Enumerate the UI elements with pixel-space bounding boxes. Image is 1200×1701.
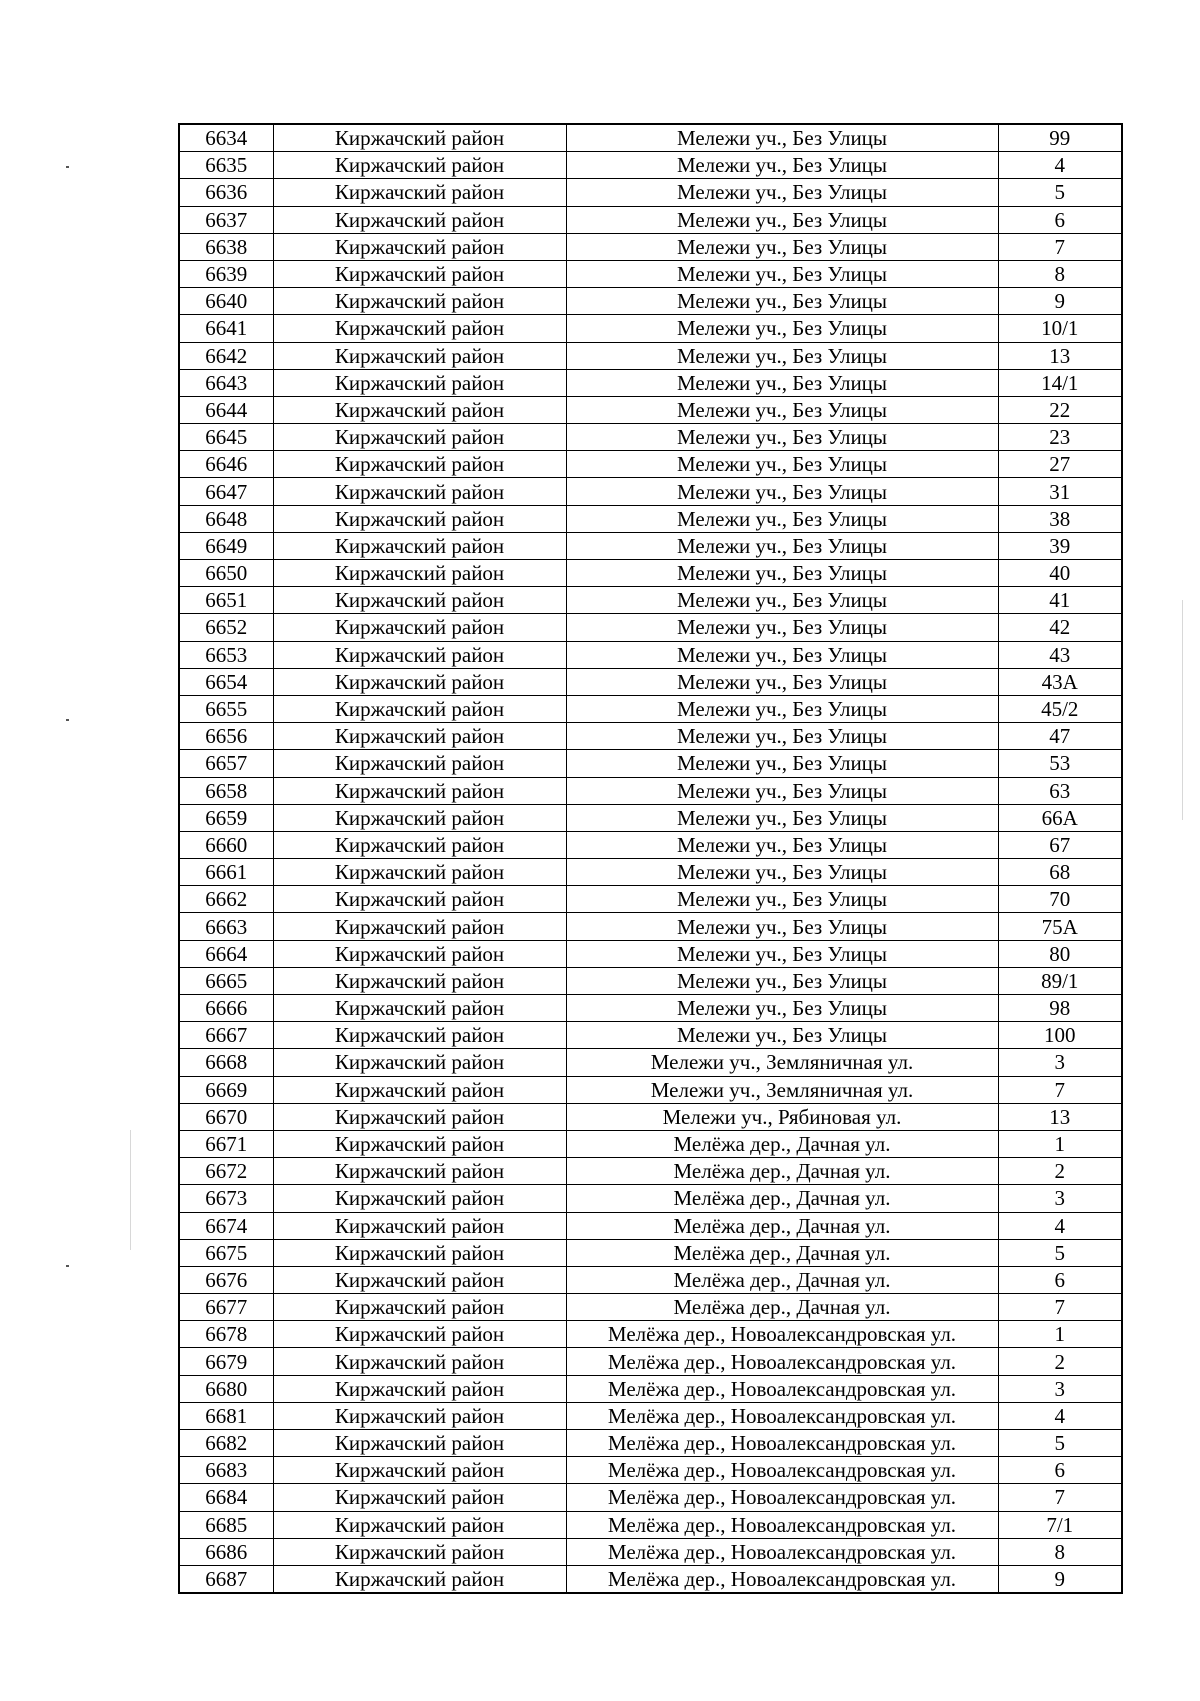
house-number-cell: 6 [998, 206, 1122, 233]
address-cell: Мележи уч., Без Улицы [566, 967, 998, 994]
row-number-cell: 6643 [179, 369, 273, 396]
house-number-cell: 7 [998, 1294, 1122, 1321]
house-number-cell: 6 [998, 1266, 1122, 1293]
house-number-cell: 13 [998, 1103, 1122, 1130]
table-row [179, 1430, 1122, 1457]
table-row [179, 668, 1122, 695]
table-row [179, 124, 1122, 152]
address-cell: Мележи уч., Без Улицы [566, 505, 998, 532]
district-cell: Киржачский район [273, 1565, 566, 1593]
district-cell: Киржачский район [273, 206, 566, 233]
row-number-cell: 6644 [179, 396, 273, 423]
row-number-cell: 6656 [179, 723, 273, 750]
house-number-cell: 99 [998, 124, 1122, 152]
table-row [179, 1375, 1122, 1402]
house-number-cell: 9 [998, 288, 1122, 315]
table-row [179, 206, 1122, 233]
district-cell: Киржачский район [273, 804, 566, 831]
address-cell: Мелёжа дер., Дачная ул. [566, 1158, 998, 1185]
address-cell: Мелёжа дер., Дачная ул. [566, 1185, 998, 1212]
address-cell: Мележи уч., Без Улицы [566, 641, 998, 668]
house-number-cell: 27 [998, 451, 1122, 478]
district-cell: Киржачский район [273, 831, 566, 858]
table-row [179, 1049, 1122, 1076]
row-number-cell: 6653 [179, 641, 273, 668]
house-number-cell: 80 [998, 940, 1122, 967]
table-row [179, 995, 1122, 1022]
address-cell: Мелёжа дер., Новоалександровская ул. [566, 1348, 998, 1375]
row-number-cell: 6674 [179, 1212, 273, 1239]
district-cell: Киржачский район [273, 1022, 566, 1049]
district-cell: Киржачский район [273, 260, 566, 287]
house-number-cell: 67 [998, 831, 1122, 858]
table-row [179, 1511, 1122, 1538]
house-number-cell: 9 [998, 1565, 1122, 1593]
row-number-cell: 6650 [179, 560, 273, 587]
district-cell: Киржачский район [273, 1239, 566, 1266]
row-number-cell: 6686 [179, 1538, 273, 1565]
district-cell: Киржачский район [273, 1294, 566, 1321]
table-row [179, 804, 1122, 831]
district-cell: Киржачский район [273, 396, 566, 423]
district-cell: Киржачский район [273, 369, 566, 396]
table-row [179, 478, 1122, 505]
address-cell: Мележи уч., Без Улицы [566, 940, 998, 967]
address-cell: Мелёжа дер., Дачная ул. [566, 1239, 998, 1266]
house-number-cell: 45/2 [998, 695, 1122, 722]
scan-speck [66, 1265, 69, 1267]
row-number-cell: 6678 [179, 1321, 273, 1348]
address-cell: Мележи уч., Без Улицы [566, 206, 998, 233]
district-cell: Киржачский район [273, 913, 566, 940]
row-number-cell: 6683 [179, 1457, 273, 1484]
address-cell: Мележи уч., Без Улицы [566, 995, 998, 1022]
row-number-cell: 6679 [179, 1348, 273, 1375]
table-row [179, 152, 1122, 179]
house-number-cell: 22 [998, 396, 1122, 423]
district-cell: Киржачский район [273, 152, 566, 179]
row-number-cell: 6649 [179, 532, 273, 559]
table-row [179, 1538, 1122, 1565]
row-number-cell: 6634 [179, 124, 273, 152]
house-number-cell: 5 [998, 179, 1122, 206]
address-cell: Мележи уч., Без Улицы [566, 478, 998, 505]
table-row [179, 560, 1122, 587]
address-cell: Мележи уч., Без Улицы [566, 396, 998, 423]
house-number-cell: 5 [998, 1239, 1122, 1266]
district-cell: Киржачский район [273, 478, 566, 505]
table-row [179, 1130, 1122, 1157]
table-row [179, 859, 1122, 886]
table-row [179, 1402, 1122, 1429]
address-cell: Мележи уч., Без Улицы [566, 750, 998, 777]
district-cell: Киржачский район [273, 560, 566, 587]
row-number-cell: 6680 [179, 1375, 273, 1402]
house-number-cell: 2 [998, 1348, 1122, 1375]
house-number-cell: 98 [998, 995, 1122, 1022]
district-cell: Киржачский район [273, 695, 566, 722]
row-number-cell: 6675 [179, 1239, 273, 1266]
house-number-cell: 66А [998, 804, 1122, 831]
house-number-cell: 1 [998, 1321, 1122, 1348]
table-row [179, 967, 1122, 994]
row-number-cell: 6681 [179, 1402, 273, 1429]
address-cell: Мележи уч., Без Улицы [566, 859, 998, 886]
address-cell: Мележи уч., Без Улицы [566, 315, 998, 342]
district-cell: Киржачский район [273, 1484, 566, 1511]
row-number-cell: 6673 [179, 1185, 273, 1212]
district-cell: Киржачский район [273, 179, 566, 206]
district-cell: Киржачский район [273, 1266, 566, 1293]
table-row [179, 233, 1122, 260]
house-number-cell: 68 [998, 859, 1122, 886]
row-number-cell: 6654 [179, 668, 273, 695]
house-number-cell: 14/1 [998, 369, 1122, 396]
table-row [179, 1484, 1122, 1511]
table-row [179, 396, 1122, 423]
table-row [179, 614, 1122, 641]
district-cell: Киржачский район [273, 424, 566, 451]
table-row [179, 1294, 1122, 1321]
address-cell: Мележи уч., Земляничная ул. [566, 1076, 998, 1103]
district-cell: Киржачский район [273, 886, 566, 913]
table-row [179, 1185, 1122, 1212]
district-cell: Киржачский район [273, 1103, 566, 1130]
address-cell: Мелёжа дер., Дачная ул. [566, 1212, 998, 1239]
row-number-cell: 6666 [179, 995, 273, 1022]
address-cell: Мелёжа дер., Новоалександровская ул. [566, 1484, 998, 1511]
address-registry-table [178, 123, 1123, 1594]
address-cell: Мележи уч., Без Улицы [566, 777, 998, 804]
registry-table-body [179, 124, 1122, 1593]
district-cell: Киржачский район [273, 532, 566, 559]
address-cell: Мелёжа дер., Дачная ул. [566, 1266, 998, 1293]
house-number-cell: 47 [998, 723, 1122, 750]
table-row [179, 451, 1122, 478]
address-cell: Мележи уч., Без Улицы [566, 886, 998, 913]
district-cell: Киржачский район [273, 723, 566, 750]
house-number-cell: 6 [998, 1457, 1122, 1484]
district-cell: Киржачский район [273, 859, 566, 886]
address-cell: Мележи уч., Без Улицы [566, 668, 998, 695]
district-cell: Киржачский район [273, 1348, 566, 1375]
table-row [179, 369, 1122, 396]
address-cell: Мележи уч., Земляничная ул. [566, 1049, 998, 1076]
row-number-cell: 6635 [179, 152, 273, 179]
address-cell: Мележи уч., Без Улицы [566, 451, 998, 478]
row-number-cell: 6657 [179, 750, 273, 777]
address-cell: Мелёжа дер., Новоалександровская ул. [566, 1402, 998, 1429]
table-row [179, 1321, 1122, 1348]
district-cell: Киржачский район [273, 1430, 566, 1457]
district-cell: Киржачский район [273, 1049, 566, 1076]
row-number-cell: 6665 [179, 967, 273, 994]
address-cell: Мележи уч., Рябиновая ул. [566, 1103, 998, 1130]
address-cell: Мележи уч., Без Улицы [566, 614, 998, 641]
house-number-cell: 23 [998, 424, 1122, 451]
row-number-cell: 6676 [179, 1266, 273, 1293]
row-number-cell: 6659 [179, 804, 273, 831]
house-number-cell: 63 [998, 777, 1122, 804]
address-cell: Мелёжа дер., Новоалександровская ул. [566, 1565, 998, 1593]
row-number-cell: 6672 [179, 1158, 273, 1185]
address-cell: Мележи уч., Без Улицы [566, 587, 998, 614]
address-cell: Мележи уч., Без Улицы [566, 804, 998, 831]
house-number-cell: 4 [998, 152, 1122, 179]
row-number-cell: 6651 [179, 587, 273, 614]
address-cell: Мелёжа дер., Новоалександровская ул. [566, 1375, 998, 1402]
district-cell: Киржачский район [273, 587, 566, 614]
address-cell: Мележи уч., Без Улицы [566, 260, 998, 287]
address-cell: Мелёжа дер., Новоалександровская ул. [566, 1457, 998, 1484]
address-cell: Мелёжа дер., Новоалександровская ул. [566, 1430, 998, 1457]
table-row [179, 723, 1122, 750]
row-number-cell: 6647 [179, 478, 273, 505]
house-number-cell: 43А [998, 668, 1122, 695]
district-cell: Киржачский район [273, 641, 566, 668]
row-number-cell: 6658 [179, 777, 273, 804]
row-number-cell: 6687 [179, 1565, 273, 1593]
house-number-cell: 75А [998, 913, 1122, 940]
table-row [179, 1022, 1122, 1049]
address-cell: Мележи уч., Без Улицы [566, 179, 998, 206]
row-number-cell: 6642 [179, 342, 273, 369]
district-cell: Киржачский район [273, 1402, 566, 1429]
table-row [179, 1239, 1122, 1266]
house-number-cell: 70 [998, 886, 1122, 913]
house-number-cell: 4 [998, 1402, 1122, 1429]
district-cell: Киржачский район [273, 1457, 566, 1484]
row-number-cell: 6639 [179, 260, 273, 287]
address-cell: Мележи уч., Без Улицы [566, 288, 998, 315]
table-row [179, 1076, 1122, 1103]
table-row [179, 1565, 1122, 1593]
table-row [179, 1212, 1122, 1239]
district-cell: Киржачский район [273, 777, 566, 804]
address-cell: Мележи уч., Без Улицы [566, 342, 998, 369]
scan-speck [66, 166, 69, 168]
row-number-cell: 6677 [179, 1294, 273, 1321]
house-number-cell: 31 [998, 478, 1122, 505]
row-number-cell: 6682 [179, 1430, 273, 1457]
table-row [179, 505, 1122, 532]
house-number-cell: 7/1 [998, 1511, 1122, 1538]
house-number-cell: 7 [998, 1076, 1122, 1103]
table-row [179, 1348, 1122, 1375]
address-cell: Мележи уч., Без Улицы [566, 723, 998, 750]
address-cell: Мелёжа дер., Дачная ул. [566, 1294, 998, 1321]
house-number-cell: 1 [998, 1130, 1122, 1157]
row-number-cell: 6640 [179, 288, 273, 315]
district-cell: Киржачский район [273, 1511, 566, 1538]
table-row [179, 940, 1122, 967]
district-cell: Киржачский район [273, 1158, 566, 1185]
row-number-cell: 6668 [179, 1049, 273, 1076]
row-number-cell: 6671 [179, 1130, 273, 1157]
district-cell: Киржачский район [273, 1185, 566, 1212]
table-row [179, 1103, 1122, 1130]
table-row [179, 831, 1122, 858]
row-number-cell: 6685 [179, 1511, 273, 1538]
table-row [179, 260, 1122, 287]
house-number-cell: 43 [998, 641, 1122, 668]
house-number-cell: 8 [998, 1538, 1122, 1565]
district-cell: Киржачский район [273, 451, 566, 478]
district-cell: Киржачский район [273, 1321, 566, 1348]
row-number-cell: 6660 [179, 831, 273, 858]
row-number-cell: 6638 [179, 233, 273, 260]
row-number-cell: 6662 [179, 886, 273, 913]
district-cell: Киржачский район [273, 505, 566, 532]
address-cell: Мележи уч., Без Улицы [566, 124, 998, 152]
address-cell: Мележи уч., Без Улицы [566, 233, 998, 260]
row-number-cell: 6670 [179, 1103, 273, 1130]
district-cell: Киржачский район [273, 1538, 566, 1565]
table-row [179, 342, 1122, 369]
address-cell: Мелёжа дер., Новоалександровская ул. [566, 1538, 998, 1565]
address-cell: Мелёжа дер., Новоалександровская ул. [566, 1511, 998, 1538]
table-row [179, 1266, 1122, 1293]
district-cell: Киржачский район [273, 1076, 566, 1103]
district-cell: Киржачский район [273, 967, 566, 994]
house-number-cell: 13 [998, 342, 1122, 369]
table-row [179, 587, 1122, 614]
house-number-cell: 38 [998, 505, 1122, 532]
district-cell: Киржачский район [273, 614, 566, 641]
house-number-cell: 39 [998, 532, 1122, 559]
district-cell: Киржачский район [273, 315, 566, 342]
row-number-cell: 6641 [179, 315, 273, 342]
house-number-cell: 40 [998, 560, 1122, 587]
row-number-cell: 6664 [179, 940, 273, 967]
row-number-cell: 6648 [179, 505, 273, 532]
row-number-cell: 6661 [179, 859, 273, 886]
scan-artifact-line [130, 1130, 131, 1250]
table-row [179, 532, 1122, 559]
table-row [179, 315, 1122, 342]
scan-artifact-line [1182, 600, 1183, 820]
address-cell: Мележи уч., Без Улицы [566, 913, 998, 940]
table-row [179, 750, 1122, 777]
house-number-cell: 2 [998, 1158, 1122, 1185]
district-cell: Киржачский район [273, 124, 566, 152]
house-number-cell: 3 [998, 1049, 1122, 1076]
district-cell: Киржачский район [273, 940, 566, 967]
address-cell: Мележи уч., Без Улицы [566, 831, 998, 858]
table-row [179, 641, 1122, 668]
address-cell: Мележи уч., Без Улицы [566, 369, 998, 396]
row-number-cell: 6636 [179, 179, 273, 206]
house-number-cell: 8 [998, 260, 1122, 287]
table-row [179, 886, 1122, 913]
address-cell: Мележи уч., Без Улицы [566, 560, 998, 587]
district-cell: Киржачский район [273, 750, 566, 777]
row-number-cell: 6646 [179, 451, 273, 478]
district-cell: Киржачский район [273, 1375, 566, 1402]
table-row [179, 1457, 1122, 1484]
district-cell: Киржачский район [273, 668, 566, 695]
house-number-cell: 53 [998, 750, 1122, 777]
address-cell: Мележи уч., Без Улицы [566, 424, 998, 451]
house-number-cell: 41 [998, 587, 1122, 614]
district-cell: Киржачский район [273, 233, 566, 260]
table-row [179, 777, 1122, 804]
row-number-cell: 6637 [179, 206, 273, 233]
scan-speck [66, 719, 69, 721]
table-row [179, 179, 1122, 206]
house-number-cell: 89/1 [998, 967, 1122, 994]
table-row [179, 695, 1122, 722]
address-cell: Мележи уч., Без Улицы [566, 152, 998, 179]
district-cell: Киржачский район [273, 995, 566, 1022]
address-cell: Мележи уч., Без Улицы [566, 695, 998, 722]
district-cell: Киржачский район [273, 1212, 566, 1239]
row-number-cell: 6669 [179, 1076, 273, 1103]
house-number-cell: 42 [998, 614, 1122, 641]
row-number-cell: 6667 [179, 1022, 273, 1049]
house-number-cell: 10/1 [998, 315, 1122, 342]
house-number-cell: 4 [998, 1212, 1122, 1239]
address-cell: Мележи уч., Без Улицы [566, 532, 998, 559]
row-number-cell: 6652 [179, 614, 273, 641]
row-number-cell: 6645 [179, 424, 273, 451]
address-cell: Мелёжа дер., Дачная ул. [566, 1130, 998, 1157]
row-number-cell: 6684 [179, 1484, 273, 1511]
house-number-cell: 7 [998, 233, 1122, 260]
address-cell: Мелёжа дер., Новоалександровская ул. [566, 1321, 998, 1348]
address-cell: Мележи уч., Без Улицы [566, 1022, 998, 1049]
district-cell: Киржачский район [273, 1130, 566, 1157]
house-number-cell: 3 [998, 1375, 1122, 1402]
district-cell: Киржачский район [273, 342, 566, 369]
house-number-cell: 5 [998, 1430, 1122, 1457]
row-number-cell: 6663 [179, 913, 273, 940]
district-cell: Киржачский район [273, 288, 566, 315]
house-number-cell: 3 [998, 1185, 1122, 1212]
house-number-cell: 100 [998, 1022, 1122, 1049]
table-row [179, 288, 1122, 315]
table-row [179, 913, 1122, 940]
table-row [179, 1158, 1122, 1185]
house-number-cell: 7 [998, 1484, 1122, 1511]
row-number-cell: 6655 [179, 695, 273, 722]
table-row [179, 424, 1122, 451]
